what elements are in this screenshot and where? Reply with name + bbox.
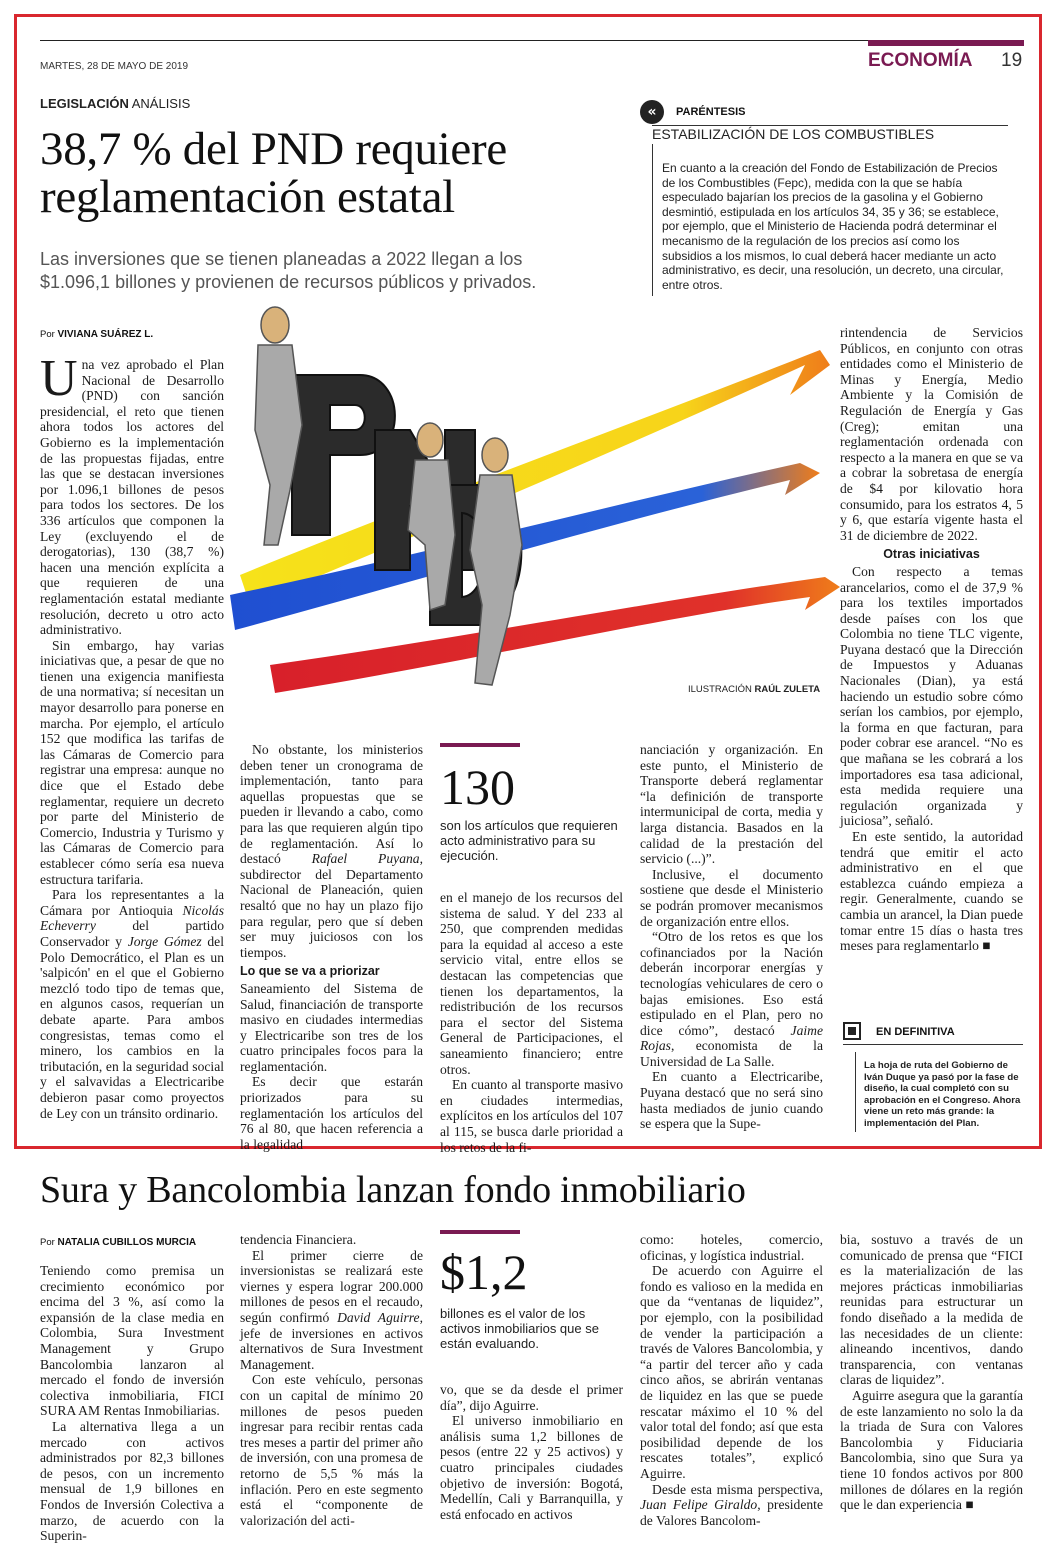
end-mark-2: ■ bbox=[965, 1497, 974, 1513]
stat-2-caption: billones es el valor de los activos inmobiliarios que se están evaluando. bbox=[440, 1306, 599, 1351]
article1-column-2: No obstante, los ministerios deben tener un cronograma de implementación, tanto para aquellas propuestas que se pueden ir llevando a cabo, como para las que requieren algún tipo de reglamentación. Así lo destacó Rafael Puyana, subdirector del Departamento Nacional de Planeación, quien resaltó que no hay un plazo fijo para regular, pero que sí deben ser muy juiciosos con los tiempos. Lo que se va a priorizar Saneamiento del Sistema de Salud, financiación de transporte masivo en ciudades intermedias y Electricaribe son tres de los cuatro principales focos para la reglamentación. Es decir que estarán priorizados para su reglamentación los artículos del 76 al 80, que hacen referencia a la legalidad bbox=[240, 742, 423, 1152]
article2-column-4: como: hoteles, comercio, oficinas, y logística industrial. De acuerdo con Aguirre el fondo es valioso en la medida en que da “ventanas de liquidez”, por ejemplo, con la posibilidad de vender la participación a través de Valores Bancolombia, y “a partir del tercer año y cada cinco años, se abrirán ventanas de liquidez en las que se puede rescatar máximo el 10 % del valor total del fondo; así que esta posibilidad depende de los rescates totales”, explicó Aguirre. Desde esta misma perspectiva, Juan Felipe Giraldo, presidente de Valores Bancolom- bbox=[640, 1232, 823, 1528]
definitiva-body: La hoja de ruta del Gobierno de Iván Duque ya pasó por la fase de diseño, la cual completó con su aprobación en el Congreso. Ahora viene un reto más grande: la implementación del Plan. bbox=[864, 1060, 1021, 1129]
sidebar-left-rule bbox=[652, 144, 653, 296]
subhead-otras-iniciativas: Otras iniciativas bbox=[883, 547, 980, 562]
dropcap: U bbox=[40, 350, 78, 407]
byline: Por VIVIANA SUÁREZ L. bbox=[40, 329, 154, 340]
illustration-credit: ILUSTRACIÓN RAÚL ZULETA bbox=[688, 684, 821, 695]
page-number: 19 bbox=[1001, 50, 1023, 71]
byline-2: Por NATALIA CUBILLOS MURCIA bbox=[40, 1237, 197, 1248]
stat-number: 130 bbox=[440, 759, 515, 815]
article1-column-4: nanciación y organización. En este punto, el Ministerio de Transporte deberá reglamentar “la definición de transporte intermunicipal de corta, media y larga distancia. Basados en la calidad de la prestación del servicio (...)”. Inclusive, el documento sostiene que desde el Ministerio se podrán promover mecanismos de organización entre ellos. “Otro de los retos es que los cofinanciados por la Nación deberán incorporar energías y tecnologías vehiculares de cero o bajas emisiones. Eso está estipulado en el Plan, pero no dice cómo”, destacó Jaime Rojas, economista de la Universidad de La Salle. En cuanto a Electricaribe, Puyana destacó que no será sino hasta mediados de junio cuando se espera que la Supe- bbox=[640, 742, 823, 1132]
end-mark: ■ bbox=[982, 938, 991, 954]
article1-column-5: rintendencia de Servicios Públicos, en conjunto con otras entidades como el Ministerio de Minas y Energía, Medio Ambiente y la Comisión de Regulación de Energía y Gas (Creg); emitan una reglamentación ordenada con respecto a la manera en que se va a cobrar la sobretasa de energía de $4 por kilovatio hora consumido, para los estratos 4, 5 y 6, que estaría vigente hasta el 31 de diciembre de 2022. Otras iniciativas Con respecto a temas arancelarios, como el de 37,9 % para los textiles importados desde países con los que Colombia no tiene TLC vigente, Puyana destacó que la Dirección de Impuestos y Aduanas Nacionales (Dian), ya está haciendo un estudio sobre cómo serían los cambios, por ejemplo, la forma en que facturan, para poder cobrar ese arancel. “No es que mañana se les cobrará a los importadores esa tasa adicional, esta medida requiere una regulación organizada y juiciosa”, señaló. En este sentido, la autoridad tendrá que emitir el acto administrativo en el que establezca cuándo empieza a regir. Generalmente, cuando se cambia un arancel, la Dian puede tomar entre 15 días o hasta tres meses para reglamentarlo ■ bbox=[840, 325, 1023, 954]
sidebar-label: PARÉNTESIS bbox=[676, 106, 746, 118]
stat-2-accent-bar bbox=[440, 1230, 520, 1234]
article1-column-3: en el manejo de los recursos del sistema de salud. Y del 233 al 250, que comprenden medidas para la equidad al acceso a este servicio vital, entre ellos se destacan las competencias que tienen los departamentos, la redistribución de los recursos para el sector del Sistema General de Participaciones, el saneamiento financiero; entre otros. En cuanto al transporte masivo en ciudades intermedias, explícitos en los artículos del 107 al 115, se busca darle prioridad a los retos de la fi- bbox=[440, 890, 623, 1155]
grid-icon bbox=[843, 1022, 861, 1040]
stat-accent-bar bbox=[440, 743, 520, 747]
definitiva-rule bbox=[843, 1044, 1023, 1045]
section-color-bar bbox=[868, 40, 1024, 46]
headline: 38,7 % del PND requiere reglamentación estatal bbox=[40, 123, 507, 223]
section-name: ECONOMÍA bbox=[868, 50, 973, 71]
article2-column-3: vo, que se da desde el primer día”, dijo Aguirre. El universo inmobiliario en análisis suma 1,2 billones de pesos (entre 22 y 25 activos) y cuatro principales ciudades objetivo de inversión: Bogotá, Medellín, Cali y Barranquilla, y está enfocado en activos bbox=[440, 1382, 623, 1522]
deck: Las inversiones que se tienen planeadas a 2022 llegan a los $1.096,1 billones y provienen de recursos públicos y privados. bbox=[40, 249, 537, 292]
article2-column-5: bia, sostuvo a través de un comunicado de prensa que “FICI es la materialización de las mejores prácticas inmobiliarias reunidas para estructurar un fondo diseñado a la medida de las necesidades de un cliente: alineando incentivos, dando transparencia, con ventanas claras de liquidez”. Aguirre asegura que la garantía de este lanzamiento no solo la da la triada de Sura con Valores Bancolombia y Fiduciaria Bancolombia, sino que Sura ya tiene 10 fondos activos por 800 millones de dólares en la región que le dan experiencia ■ bbox=[840, 1232, 1023, 1513]
definitiva-label: EN DEFINITIVA bbox=[876, 1026, 955, 1038]
illustration-label: PND bbox=[430, 335, 433, 336]
stat-caption: son los artículos que requieren acto administrativo para su ejecución. bbox=[440, 818, 618, 863]
headline-2: Sura y Bancolombia lanzan fondo inmobiliario bbox=[40, 1169, 746, 1211]
pnd-illustration bbox=[230, 305, 840, 705]
kicker: LEGISLACIÓN ANÁLISIS bbox=[40, 96, 191, 111]
stat-2-number: $1,2 bbox=[440, 1244, 528, 1300]
double-chevron-left-icon: « bbox=[640, 100, 664, 124]
sidebar-body: En cuanto a la creación del Fondo de Estabilización de Precios de los Combustibles (Fepc), medida con la que se había especulado bajarían los precios de la gasolina y el Gobierno desmintió, estipulada en los artículos 34, 35 y 36; se establece, por ejemplo, que el Ministerio de Hacienda podrá determinar el mecanismo de la regulación de los precios así como los subsidios a los mismos, lo cual deberá hacer mediante un acto administrativo, es decir, una resolución, un decreto, una circular, entre otros. bbox=[662, 161, 1004, 292]
article2-column-1: Teniendo como premisa un crecimiento económico por encima del 3 %, así como la expansión de la clase media en Colombia, Sura Investment Management y Grupo Bancolombia lanzaron al mercado el fondo de inversión colectiva inmobiliaria, FICI SURA AM Rentas Inmobiliarias. La alternativa llega a un mercado con activos administrados por 82,3 billones de pesos, con un incremento mensual de 1,9 billones en Fondos de Inversión Colectiva a marzo, de acuerdo con la Superin- bbox=[40, 1263, 224, 1544]
subhead-priorizar: Lo que se va a priorizar bbox=[240, 964, 380, 979]
article1-column-1: Una vez aprobado el Plan Nacional de Desarrollo (PND) con sanción presidencial, el reto que tienen ahora todos los actores del Gobierno es la implementación de las propuestas fijadas, entre las que se destacan inversiones por 1.096,1 billones de pesos para todos los sectores. De los 336 artículos que componen la Ley (excluyendo el de derogatorias), 130 (38,7 %) hacen una mención explícita a que requieren de una reglamentación estatal mediante resolución, decreto u otro acto administrativo. Sin embargo, hay varias iniciativas que, a pesar de que no tienen una exigencia manifiesta de una normativa; sí necesitan un mayor desarrollo para ponerse en marcha. Por ejemplo, el artículo 152 que modifica las tarifas de las Cámaras de Comercio para registrar una empresa: aunque no dice que el Estado debe reglamentar, requiere un decreto por parte del Ministerio de Comercio, Industria y Turismo y las Cámaras de Comercio para establecer cómo sería esa nueva estructura tarifaria. Para los representantes a la Cámara por Antioquia Nicolás Echeverry del partido Conservador y Jorge Gómez del Polo Democrático, el Plan es un 'salpicón' en el que el Gobierno mezcló todo tipo de temas que, en algunos casos, requerían un debate aparte. Para ambos congresistas, temas como el minero, los cambios en la tributación, en la seguridad social y el salvavidas a Electricaribe debieron pasar como proyectos de Ley con un tránsito ordinario. bbox=[40, 350, 224, 1121]
definitiva-left-rule bbox=[855, 1052, 856, 1132]
sidebar-title: ESTABILIZACIÓN DE LOS COMBUSTIBLES bbox=[652, 126, 935, 142]
issue-date: MARTES, 28 DE MAYO DE 2019 bbox=[40, 61, 189, 72]
article2-column-2: tendencia Financiera. El primer cierre de inversionistas se realizará este viernes y espera lograr 200.000 millones de pesos en el recaudo, según confirmó David Aguirre, jefe de inversiones en activos alternativos de Sura Investment Management. Con este vehículo, personas con un capital de mínimo 20 millones de pesos pueden ingresar para recibir rentas cada tres meses a partir del primer año de inversión, con una promesa de retorno de 5,5 % más la inflación. Pero en este segmento está el “componente de valorización del acti- bbox=[240, 1232, 423, 1528]
